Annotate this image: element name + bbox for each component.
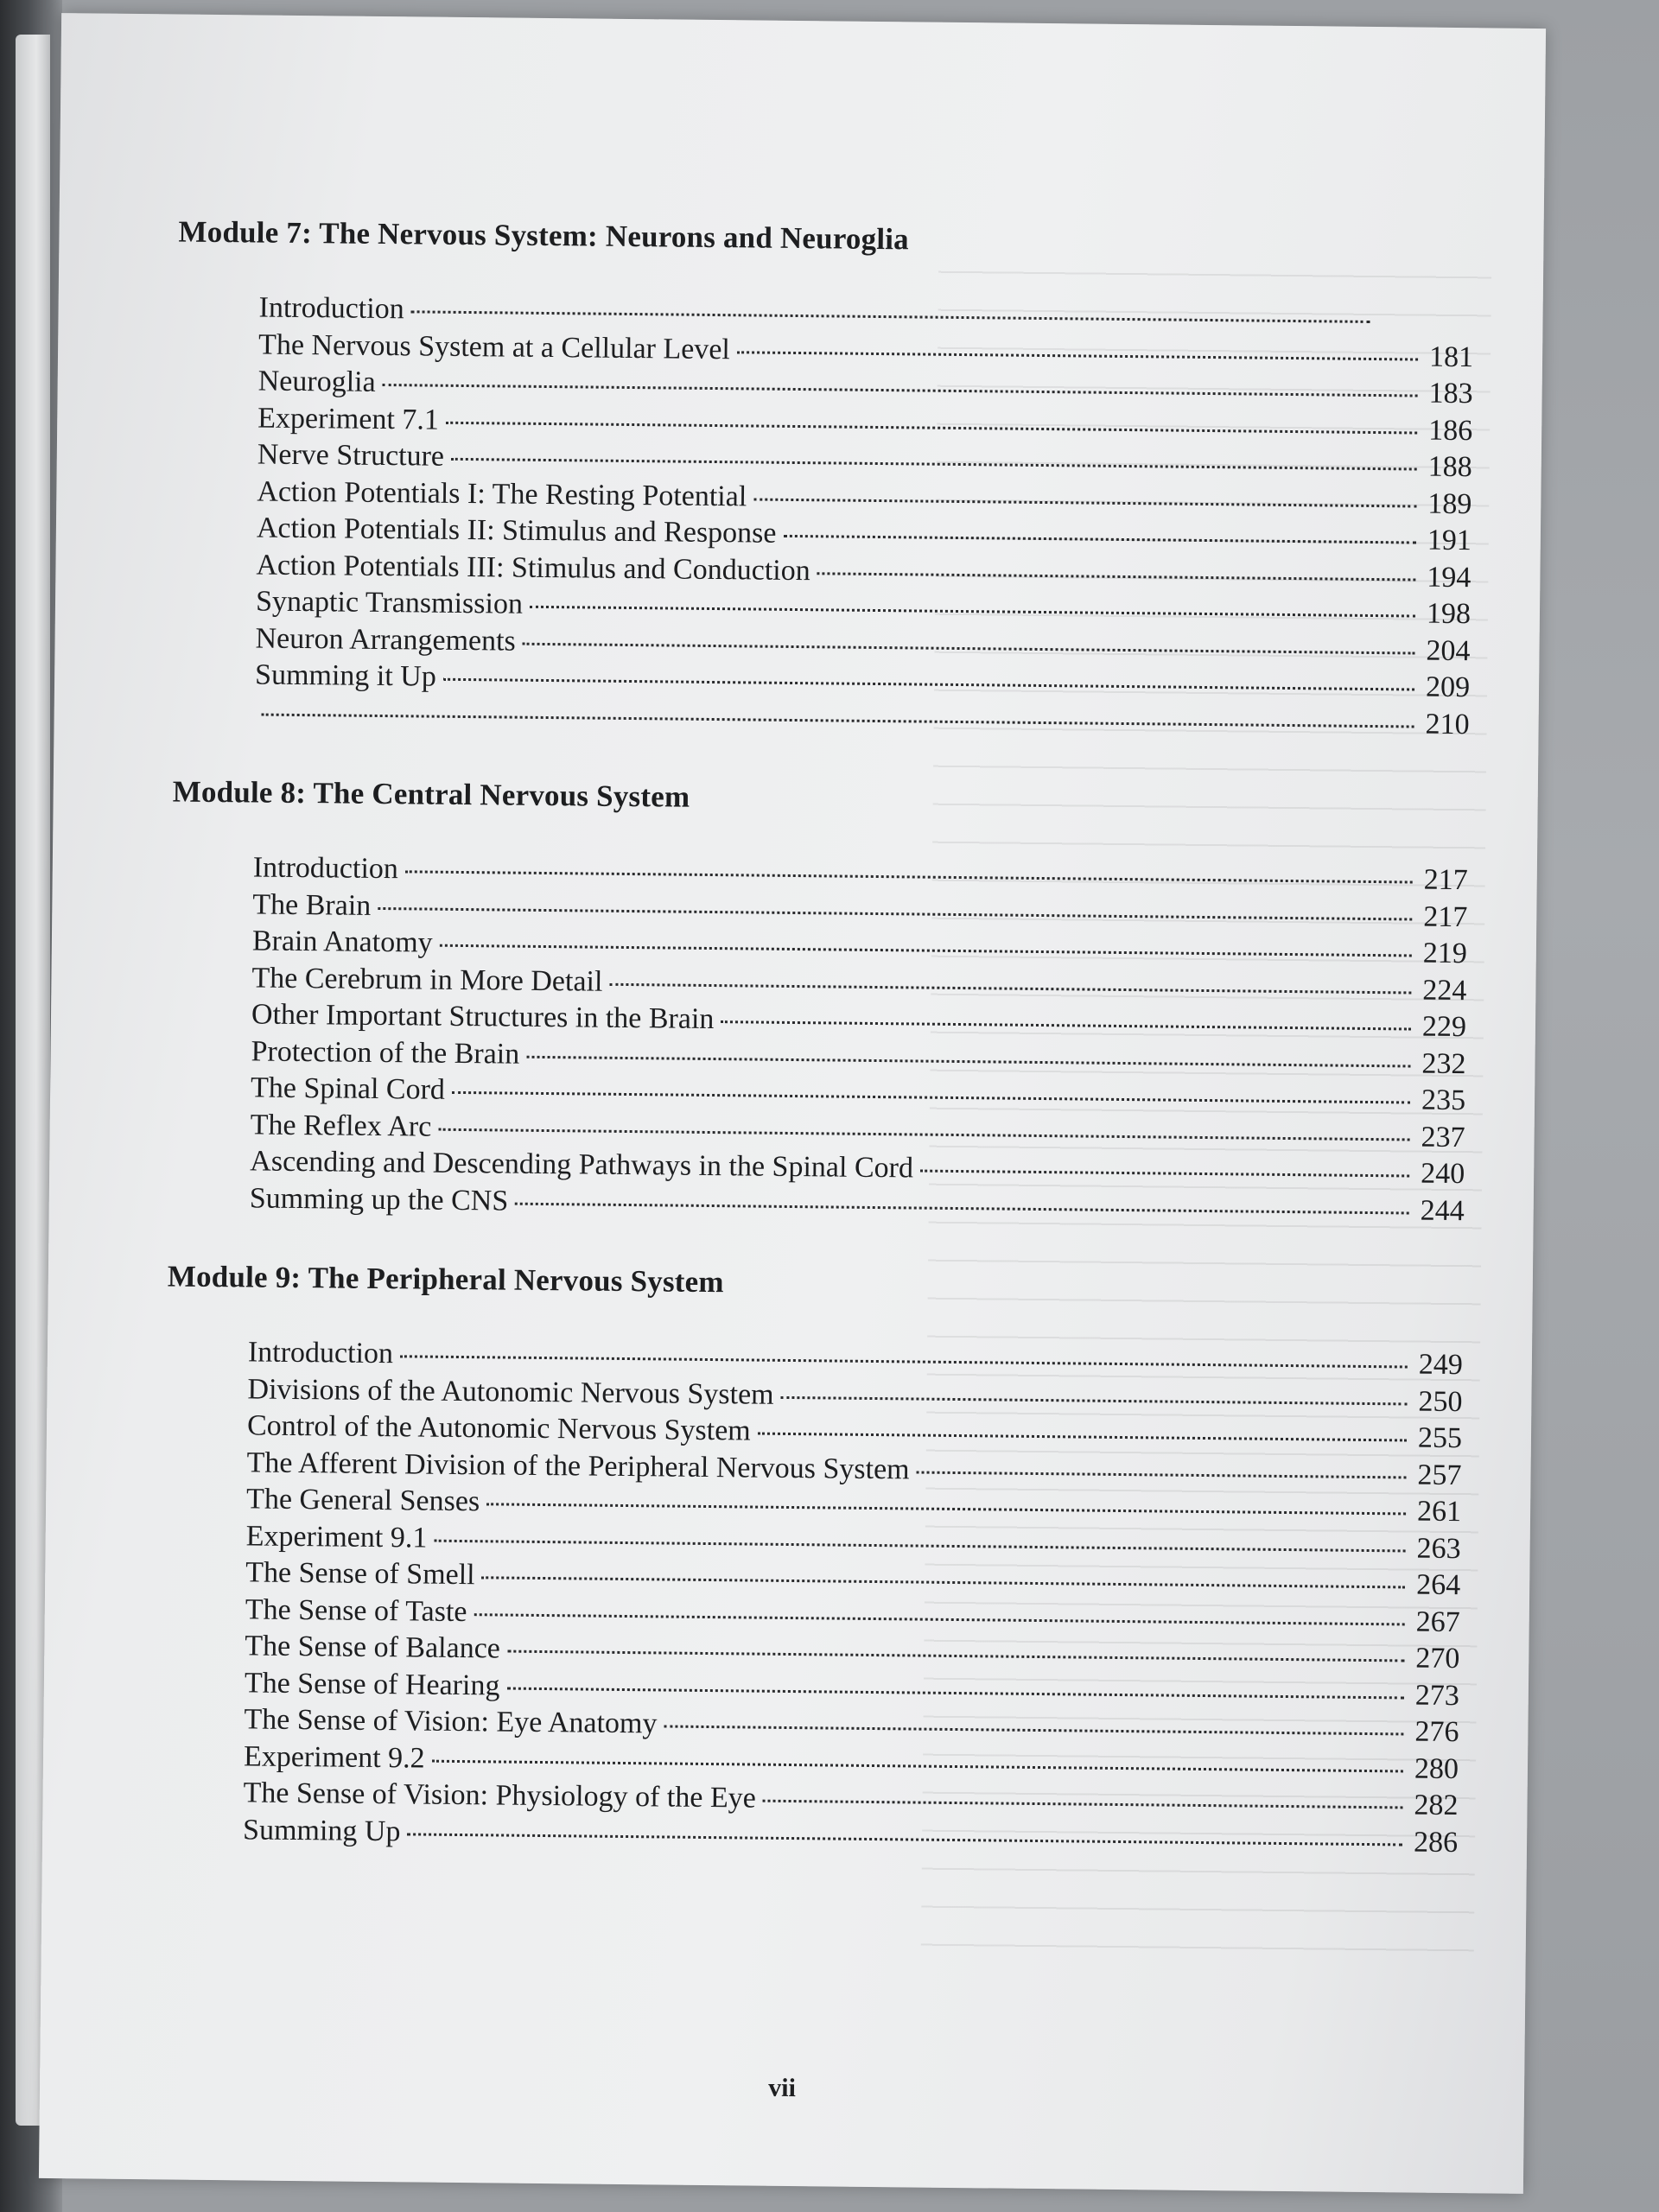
entry-page: 229 <box>1421 1010 1467 1044</box>
module-9-entries <box>162 1333 1463 1861</box>
dot-leader <box>452 1091 1410 1104</box>
entry-page: 282 <box>1414 1789 1459 1822</box>
entry-page: 244 <box>1420 1194 1465 1227</box>
entry-title: Synaptic Transmission <box>255 585 524 620</box>
book-page <box>39 13 1546 2194</box>
dot-leader <box>753 498 1416 507</box>
dot-leader <box>443 678 1414 691</box>
dot-leader <box>781 1395 1408 1405</box>
dot-leader <box>262 713 1414 728</box>
dot-leader <box>474 1613 1404 1625</box>
entry-page: 276 <box>1414 1715 1459 1749</box>
entry-page: 270 <box>1415 1642 1460 1675</box>
entry-page: 257 <box>1417 1459 1462 1491</box>
dot-leader <box>407 1833 1402 1846</box>
dot-leader <box>405 870 1413 883</box>
dot-leader <box>920 1170 1409 1178</box>
module-8-section <box>168 774 1469 1230</box>
entry-title: Experiment 9.1 <box>245 1519 428 1554</box>
entry-title: The Brain <box>252 887 372 922</box>
module-title: Module 8: The Central Nervous System <box>172 774 690 814</box>
dot-leader <box>609 982 1411 994</box>
entry-title: The Sense of Balance <box>245 1630 501 1665</box>
dot-leader <box>737 351 1418 360</box>
entry-page: 210 <box>1425 708 1470 741</box>
entry-title: Introduction <box>252 851 399 886</box>
dot-leader <box>383 384 1418 397</box>
entry-page: 261 <box>1416 1495 1462 1529</box>
dot-leader <box>763 1800 1403 1809</box>
entry-title: Action Potentials III: Stimulus and Conduction <box>256 548 810 587</box>
entry-title: Action Potentials I: The Resting Potential <box>257 474 747 512</box>
entry-title: Protection of the Brain <box>251 1034 520 1071</box>
entry-page: 237 <box>1421 1121 1465 1154</box>
entry-page: 189 <box>1427 487 1472 520</box>
entry-title: Nerve Structure <box>257 438 445 473</box>
entry-page: 183 <box>1428 377 1473 410</box>
entry-page: 219 <box>1422 937 1468 970</box>
entry-title: Experiment 7.1 <box>257 401 440 436</box>
entry-title: The Afferent Division of the Peripheral Nervous System <box>246 1446 910 1485</box>
dot-leader <box>378 906 1412 920</box>
module-9-section <box>162 1259 1464 1861</box>
dot-leader <box>434 1539 1405 1552</box>
dot-leader <box>482 1576 1406 1588</box>
entry-page: 263 <box>1416 1532 1461 1565</box>
dot-leader <box>506 1687 1403 1699</box>
dot-leader <box>411 310 1370 323</box>
entry-title: Divisions of the Autonomic Nervous System <box>247 1372 774 1411</box>
entry-title: Experiment 9.2 <box>243 1739 425 1775</box>
entry-page: 286 <box>1413 1826 1459 1859</box>
entry-page: 191 <box>1427 524 1472 557</box>
dot-leader <box>664 1725 1403 1735</box>
entry-page: 235 <box>1421 1084 1466 1117</box>
dot-leader <box>507 1650 1404 1662</box>
dot-leader <box>526 1055 1410 1067</box>
entry-page: 273 <box>1414 1679 1460 1712</box>
entry-title: The Sense of Taste <box>245 1592 467 1628</box>
dot-leader <box>523 642 1415 654</box>
entry-title: The Reflex Arc <box>250 1108 432 1143</box>
entry-title: Action Potentials II: Stimulus and Response <box>256 512 777 550</box>
entry-page: 181 <box>1428 340 1474 373</box>
entry-page: 186 <box>1428 414 1473 447</box>
dot-leader <box>400 1355 1408 1368</box>
entry-page: 264 <box>1416 1568 1461 1602</box>
entry-title: The Spinal Cord <box>250 1071 446 1106</box>
entry-title: The Sense of Vision: Eye Anatomy <box>244 1703 658 1740</box>
entry-page: 217 <box>1423 863 1468 897</box>
entry-title: Summing up the CNS <box>249 1181 509 1217</box>
module-7-section <box>173 215 1474 744</box>
entry-title: Summing Up <box>242 1813 401 1847</box>
entry-title: The Cerebrum in More Detail <box>251 961 603 998</box>
entry-page: 267 <box>1415 1605 1460 1638</box>
dot-leader <box>486 1503 1406 1515</box>
entry-page: 249 <box>1418 1348 1464 1382</box>
dot-leader <box>817 572 1416 581</box>
entry-page: 224 <box>1422 974 1467 1007</box>
entry-page: 194 <box>1427 561 1471 594</box>
entry-page <box>1425 329 1473 330</box>
dot-leader <box>917 1471 1407 1478</box>
entry-title: The General Senses <box>245 1483 480 1518</box>
entry-title: Neuroglia <box>257 365 376 398</box>
module-title: Module 7: The Nervous System: Neurons and Neuroglia <box>178 214 910 257</box>
entry-title: Neuron Arrangements <box>255 621 516 658</box>
entry-page: 198 <box>1426 597 1471 631</box>
entry-title: Summing it Up <box>254 658 437 693</box>
entry-page: 255 <box>1417 1421 1463 1455</box>
dot-leader <box>446 421 1417 434</box>
entry-page: 280 <box>1414 1752 1459 1785</box>
entry-page: 204 <box>1426 634 1471 667</box>
entry-title: Control of the Autonomic Nervous System <box>246 1409 751 1447</box>
table-of-contents <box>162 215 1475 1862</box>
dot-leader <box>721 1020 1411 1030</box>
entry-page: 232 <box>1421 1047 1466 1080</box>
entry-page: 250 <box>1418 1385 1463 1418</box>
dot-leader <box>451 458 1417 471</box>
dot-leader <box>783 535 1415 544</box>
entry-page: 240 <box>1420 1157 1465 1191</box>
page-folio: vii <box>768 2073 797 2103</box>
entry-page: 209 <box>1425 671 1471 704</box>
dot-leader <box>530 606 1415 618</box>
dot-leader <box>515 1202 1409 1214</box>
entry-title: Ascending and Descending Pathways in the Spinal Cord <box>250 1145 914 1185</box>
entry-title: Brain Anatomy <box>251 925 433 959</box>
entry-title: Introduction <box>247 1336 394 1370</box>
dot-leader <box>438 1128 1409 1141</box>
entry-title: The Sense of Smell <box>245 1556 475 1592</box>
entry-title: The Sense of Hearing <box>244 1666 500 1701</box>
dot-leader <box>440 944 1412 957</box>
entry-page: 217 <box>1423 900 1468 933</box>
module-8-entries <box>168 849 1468 1230</box>
entry-page: 188 <box>1427 450 1472 484</box>
module-title: Module 9: The Peripheral Nervous System <box>167 1259 724 1300</box>
entry-title: The Sense of Vision: Physiology of the Eye <box>243 1777 757 1815</box>
module-7-entries <box>173 289 1473 744</box>
dot-leader <box>758 1433 1407 1442</box>
dot-leader <box>432 1759 1403 1772</box>
entry-title: Other Important Structures in the Brain <box>251 998 715 1036</box>
entry-title: Introduction <box>258 291 404 326</box>
entry-title: The Nervous System at a Cellular Level <box>257 327 731 365</box>
